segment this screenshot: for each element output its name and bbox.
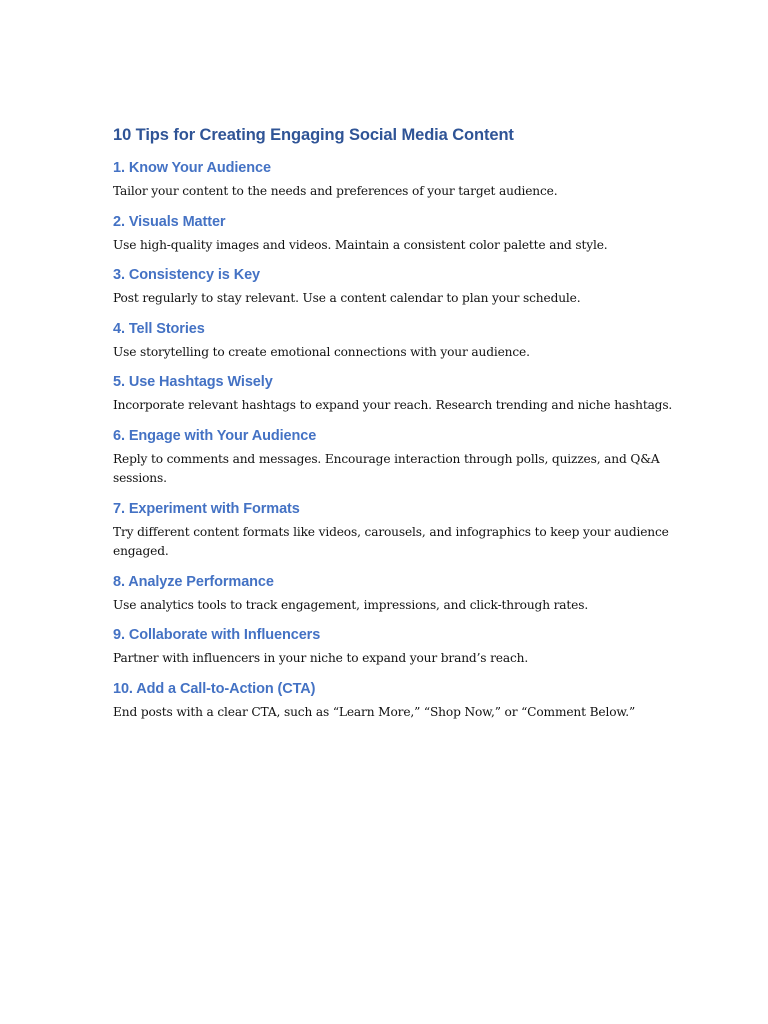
tip-heading: 5. Use Hashtags Wisely <box>113 374 273 390</box>
tip-body: Incorporate relevant hashtags to expand your reach. Research trending and niche hashtags. <box>113 398 673 412</box>
tip-item <box>113 427 673 489</box>
tip-body: Use storytelling to create emotional connections with your audience. <box>113 344 530 359</box>
tip-item <box>113 500 673 562</box>
tip-body: Partner with influencers in your niche to expand your brand’s reach. <box>113 651 529 665</box>
tip-item <box>113 266 673 309</box>
tip-item <box>113 626 673 669</box>
tip-body: Use high-quality images and videos. Maintain a consistent color palette and style. <box>113 237 608 252</box>
tip-body: Reply to comments and messages. Encourage interaction through polls, quizzes, and Q&A sessions. <box>113 451 660 485</box>
tip-body: End posts with a clear CTA, such as “Learn More,” “Shop Now,” or “Comment Below.” <box>113 704 636 719</box>
tip-heading: 6. Engage with Your Audience <box>113 427 317 444</box>
document-page <box>113 124 673 733</box>
tip-heading: 10. Add a Call-to-Action (CTA) <box>113 680 316 697</box>
tip-body: Post regularly to stay relevant. Use a content calendar to plan your schedule. <box>113 291 581 305</box>
tip-item <box>113 573 673 616</box>
tip-item <box>113 680 673 723</box>
tip-heading: 8. Analyze Performance <box>113 573 274 590</box>
tip-item <box>113 159 673 202</box>
tip-body: Try different content formats like videos, carousels, and infographics to keep your audience engaged. <box>113 524 669 558</box>
tip-body: Use analytics tools to track engagement, impressions, and click-through rates. <box>113 597 589 612</box>
tip-heading: 2. Visuals Matter <box>113 213 226 230</box>
tip-heading: 7. Experiment with Formats <box>113 500 300 517</box>
document-title: 10 Tips for Creating Engaging Social Media Content <box>113 126 514 144</box>
tip-item <box>113 373 673 416</box>
tip-heading: 3. Consistency is Key <box>113 267 260 283</box>
tip-body: Tailor your content to the needs and preferences of your target audience. <box>113 184 558 198</box>
tip-heading: 9. Collaborate with Influencers <box>113 627 321 643</box>
tip-item <box>113 213 673 256</box>
tip-item <box>113 320 673 363</box>
tip-heading: 1. Know Your Audience <box>113 160 271 176</box>
tip-heading: 4. Tell Stories <box>113 320 205 337</box>
